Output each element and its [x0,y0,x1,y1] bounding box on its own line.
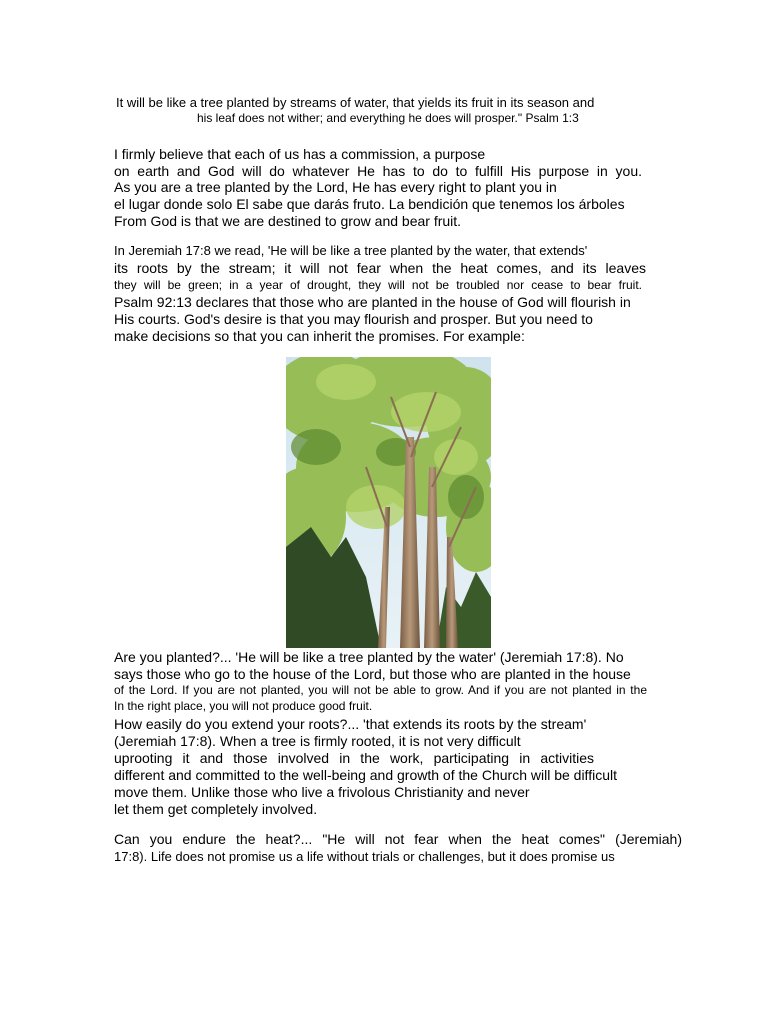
para3-line-2: says those who go to the house of the Lord, but those who are planted in the house [114,666,631,682]
para2-line-4: Psalm 92:13 declares that those who are planted in the house of God will flourish in [114,294,631,310]
para4-line-5: move them. Unlike those who live a frivolous Christianity and never [114,784,530,800]
para3-line-3: of the Lord. If you are not planted, you will not be able to grow. And if you are not planted in the [114,683,647,697]
para5-line-2: 17:8). Life does not promise us a life without trials or challenges, but it does promise us [114,849,615,864]
para2-line-3: they will be green; in a year of drought, they will not be troubled nor cease to bear fruit. [114,278,642,292]
para1-line-5: From God is that we are destined to grow and bear fruit. [114,213,462,229]
para4-line-3: uprooting it and those involved in the work, participating in activities [114,750,594,766]
para1-line-3: As you are a tree planted by the Lord, He has every right to plant you in [114,179,557,195]
para1-line-2: on earth and God will do whatever He has to do to fulfill His purpose in you. [114,163,642,179]
para4-line-1: How easily do you extend your roots?... 'that extends its roots by the stream' [114,716,587,732]
para4-line-4: different and committed to the well-being and growth of the Church will be difficult [114,767,617,783]
quote-line-2: his leaf does not wither; and everything he does will prosper." Psalm 1:3 [197,111,579,125]
para2-line-6: make decisions so that you can inherit the promises. For example: [114,328,525,344]
tree-photo [286,357,491,648]
para2-line-5: His courts. God's desire is that you may flourish and prosper. But you need to [114,311,593,327]
para4-line-2: (Jeremiah 17:8). When a tree is firmly rooted, it is not very difficult [114,733,521,749]
para5-line-1: Can you endure the heat?... "He will not fear when the heat comes" (Jeremiah) [114,831,682,847]
para1-line-1: I firmly believe that each of us has a commission, a purpose [114,146,486,162]
para1-line-4: el lugar donde solo El sabe que darás fruto. La bendición que tenemos los árboles [114,196,625,212]
para3-line-4: In the right place, you will not produce good fruit. [114,699,373,713]
para3-line-1: Are you planted?... 'He will be like a tree planted by the water' (Jeremiah 17:8). No [114,649,624,665]
para2-line-1: In Jeremiah 17:8 we read, 'He will be like a tree planted by the water, that extends' [114,243,588,258]
quote-line-1: It will be like a tree planted by streams of water, that yields its fruit in its season and [116,95,595,110]
para2-line-2: its roots by the stream; it will not fear when the heat comes, and its leaves [114,260,646,276]
para4-line-6: let them get completely involved. [114,801,318,817]
